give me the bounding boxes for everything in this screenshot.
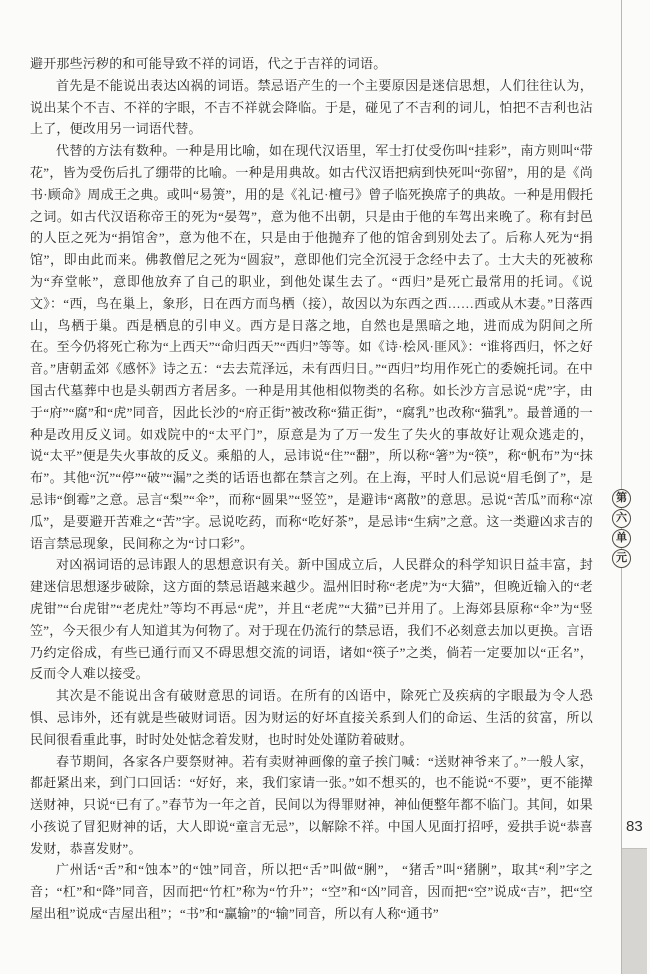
- paragraph: 春节期间，各家各户要祭财神。若有卖财神画像的童子挨门喊：“送财神爷来了。”一般人家，都赶紧出来，到门口回话：“好好，来，我们家请一张。”如不想买的，也不能说“不要”，更不能撵送财神，只说“已有了。”春节为一年之首，民间以为得罪财神，神仙便整年都不临门。其间，如果小孩说了冒犯财神的话，大人即说“童言无忌”，以解除不祥。中国人见面打招呼，爱拱手说“恭喜发财，恭喜发财”。: [30, 753, 593, 856]
- unit-label-char: 单: [612, 529, 631, 548]
- unit-marker: [612, 489, 631, 568]
- unit-label-char: 元: [612, 549, 631, 568]
- paragraph: 广州话“舌”和“蚀本”的“蚀”同音，所以把“舌”叫做“脷”， “猪舌”叫“猪脷”，取其“利”字之音；“杠”和“降”同音，因而把“竹杠”称为“竹升”；“空”和“凶”同音，因而把“空”说成“吉”，把“空屋出租”说成“吉屋出租”；“书”和“赢输”的“输”同音，所以有人称“通书”: [30, 862, 593, 922]
- unit-label-char: 六: [612, 509, 631, 528]
- paragraph: 其次是不能说出含有破财意思的词语。在所有的凶语中，除死亡及疾病的字眼最为令人恐惧、忌讳外，还有就是些破财词语。因为财运的好坏直接关系到人们的命运、生活的贫富，所以民间很看重此事，时时处处惦念着发财，也时时处处谨防着破财。: [30, 688, 593, 747]
- article-text: [30, 53, 593, 925]
- page-number: 83: [626, 818, 643, 835]
- paragraph: 对凶祸词语的忌讳跟人的思想意识有关。新中国成立后，人民群众的科学知识日益丰富，封建迷信思想逐步破除，这方面的禁忌语越来越少。温州旧时称“老虎”为“大猫”，但晚近输入的“老虎钳”“台虎钳”“老虎灶”等均不再忌“虎”，并且“老虎”“大猫”已并用了。上海郊县原称“伞”为“竖笠”，今天很少有人知道其为何物了。对于现在仍流行的禁忌语，我们不必刻意去加以更换。言语乃约定俗成，有些已通行而又不碍思想交流的词语，诸如“筷子”之类，倘若一定要加以“正名”，反而令人难以接受。: [30, 557, 593, 682]
- corner-block: [622, 848, 647, 974]
- unit-label-char: 第: [612, 489, 631, 508]
- paragraph: 代替的方法有数种。一种是用比喻，如在现代汉语里，军士打仗受伤叫“挂彩”，南方则叫“带花”，皆为受伤后扎了绷带的比喻。一种是用典故。如古代汉语把病到快死叫“弥留”，用的是《尚书·顾命》周成王之典。或叫“易箦”，用的是《礼记·檀弓》曾子临死换席子的典故。一种是用假托之词。如古代汉语称帝王的死为“晏驾”，意为他不出朝，只是由于他的车驾出来晚了。称有封邑的人臣之死为“捐馆舍”，意为他不在，只是由于他抛弃了他的馆舍到别处去了。后称人死为“捐馆”，即由此而来。佛教僧尼之死为“圆寂”，意即他们完全沉浸于念经中去了。士大夫的死被称为“弃堂帐”，意即他放弃了自己的职业，到他处谋生去了。“西归”是死亡最常用的托词。《说文》：“西，鸟在巢上，象形，日在西方而鸟栖（接），故因以为东西之西……西或从木妻。”日落西山，鸟栖于巢。西是栖息的引申义。西方是日落之地，自然也是黑暗之地，进而成为阴间之所在。至今仍将死亡称为“上西天”“命归西天”“西归”等等。如《诗·桧风·匪风》：“谁将西归，怀之好音。”唐朝孟郊《感怀》诗之五：“去去荒泽远，未有西归日。”“西归”均用作死亡的委婉托词。在中国古代墓葬中也是头朝西方者居多。一种是用其他相似物类的名称。如长沙方言忌说“虎”字，由于“府”“腐”和“虎”同音，因此长沙的“府正街”被改称“猫正街”，“腐乳”也改称“猫乳”。最普通的一种是改用反义词。如戏院中的“太平门”，原意是为了万一发生了失火的事故好让观众逃走的，说“太平”便是失火事故的反义。乘船的人，忌讳说“住”“翻”，所以称“箸”为“筷”，称“帆布”为“抹布”。其他“沉”“停”“破”“漏”之类的话语也都在禁言之列。在上海，平时人们忌说“眉毛倒了”，是忌讳“倒霉”之意。忌言“梨”“伞”，而称“圆果”“竖笠”，是避讳“离散”的意思。忌说“苦瓜”而称“凉瓜”，是要避开苦难之“苦”字。忌说吃药，而称“吃好茶”，是忌讳“生病”之意。这一类避凶求吉的语言禁忌现象，民间称之为“讨口彩”。: [30, 143, 593, 551]
- margin-rule: [621, 0, 622, 974]
- paragraph: 避开那些污秽的和可能导致不祥的词语，代之于吉祥的词语。: [30, 56, 387, 71]
- paragraph: 首先是不能说出表达凶祸的词语。禁忌语产生的一个主要原因是迷信思想，人们往往认为，说出某个不吉、不祥的字眼，不吉不祥就会降临。于是，碰见了不吉利的词儿，怕把不吉利也沾上了，便改用另一词语代替。: [30, 77, 593, 137]
